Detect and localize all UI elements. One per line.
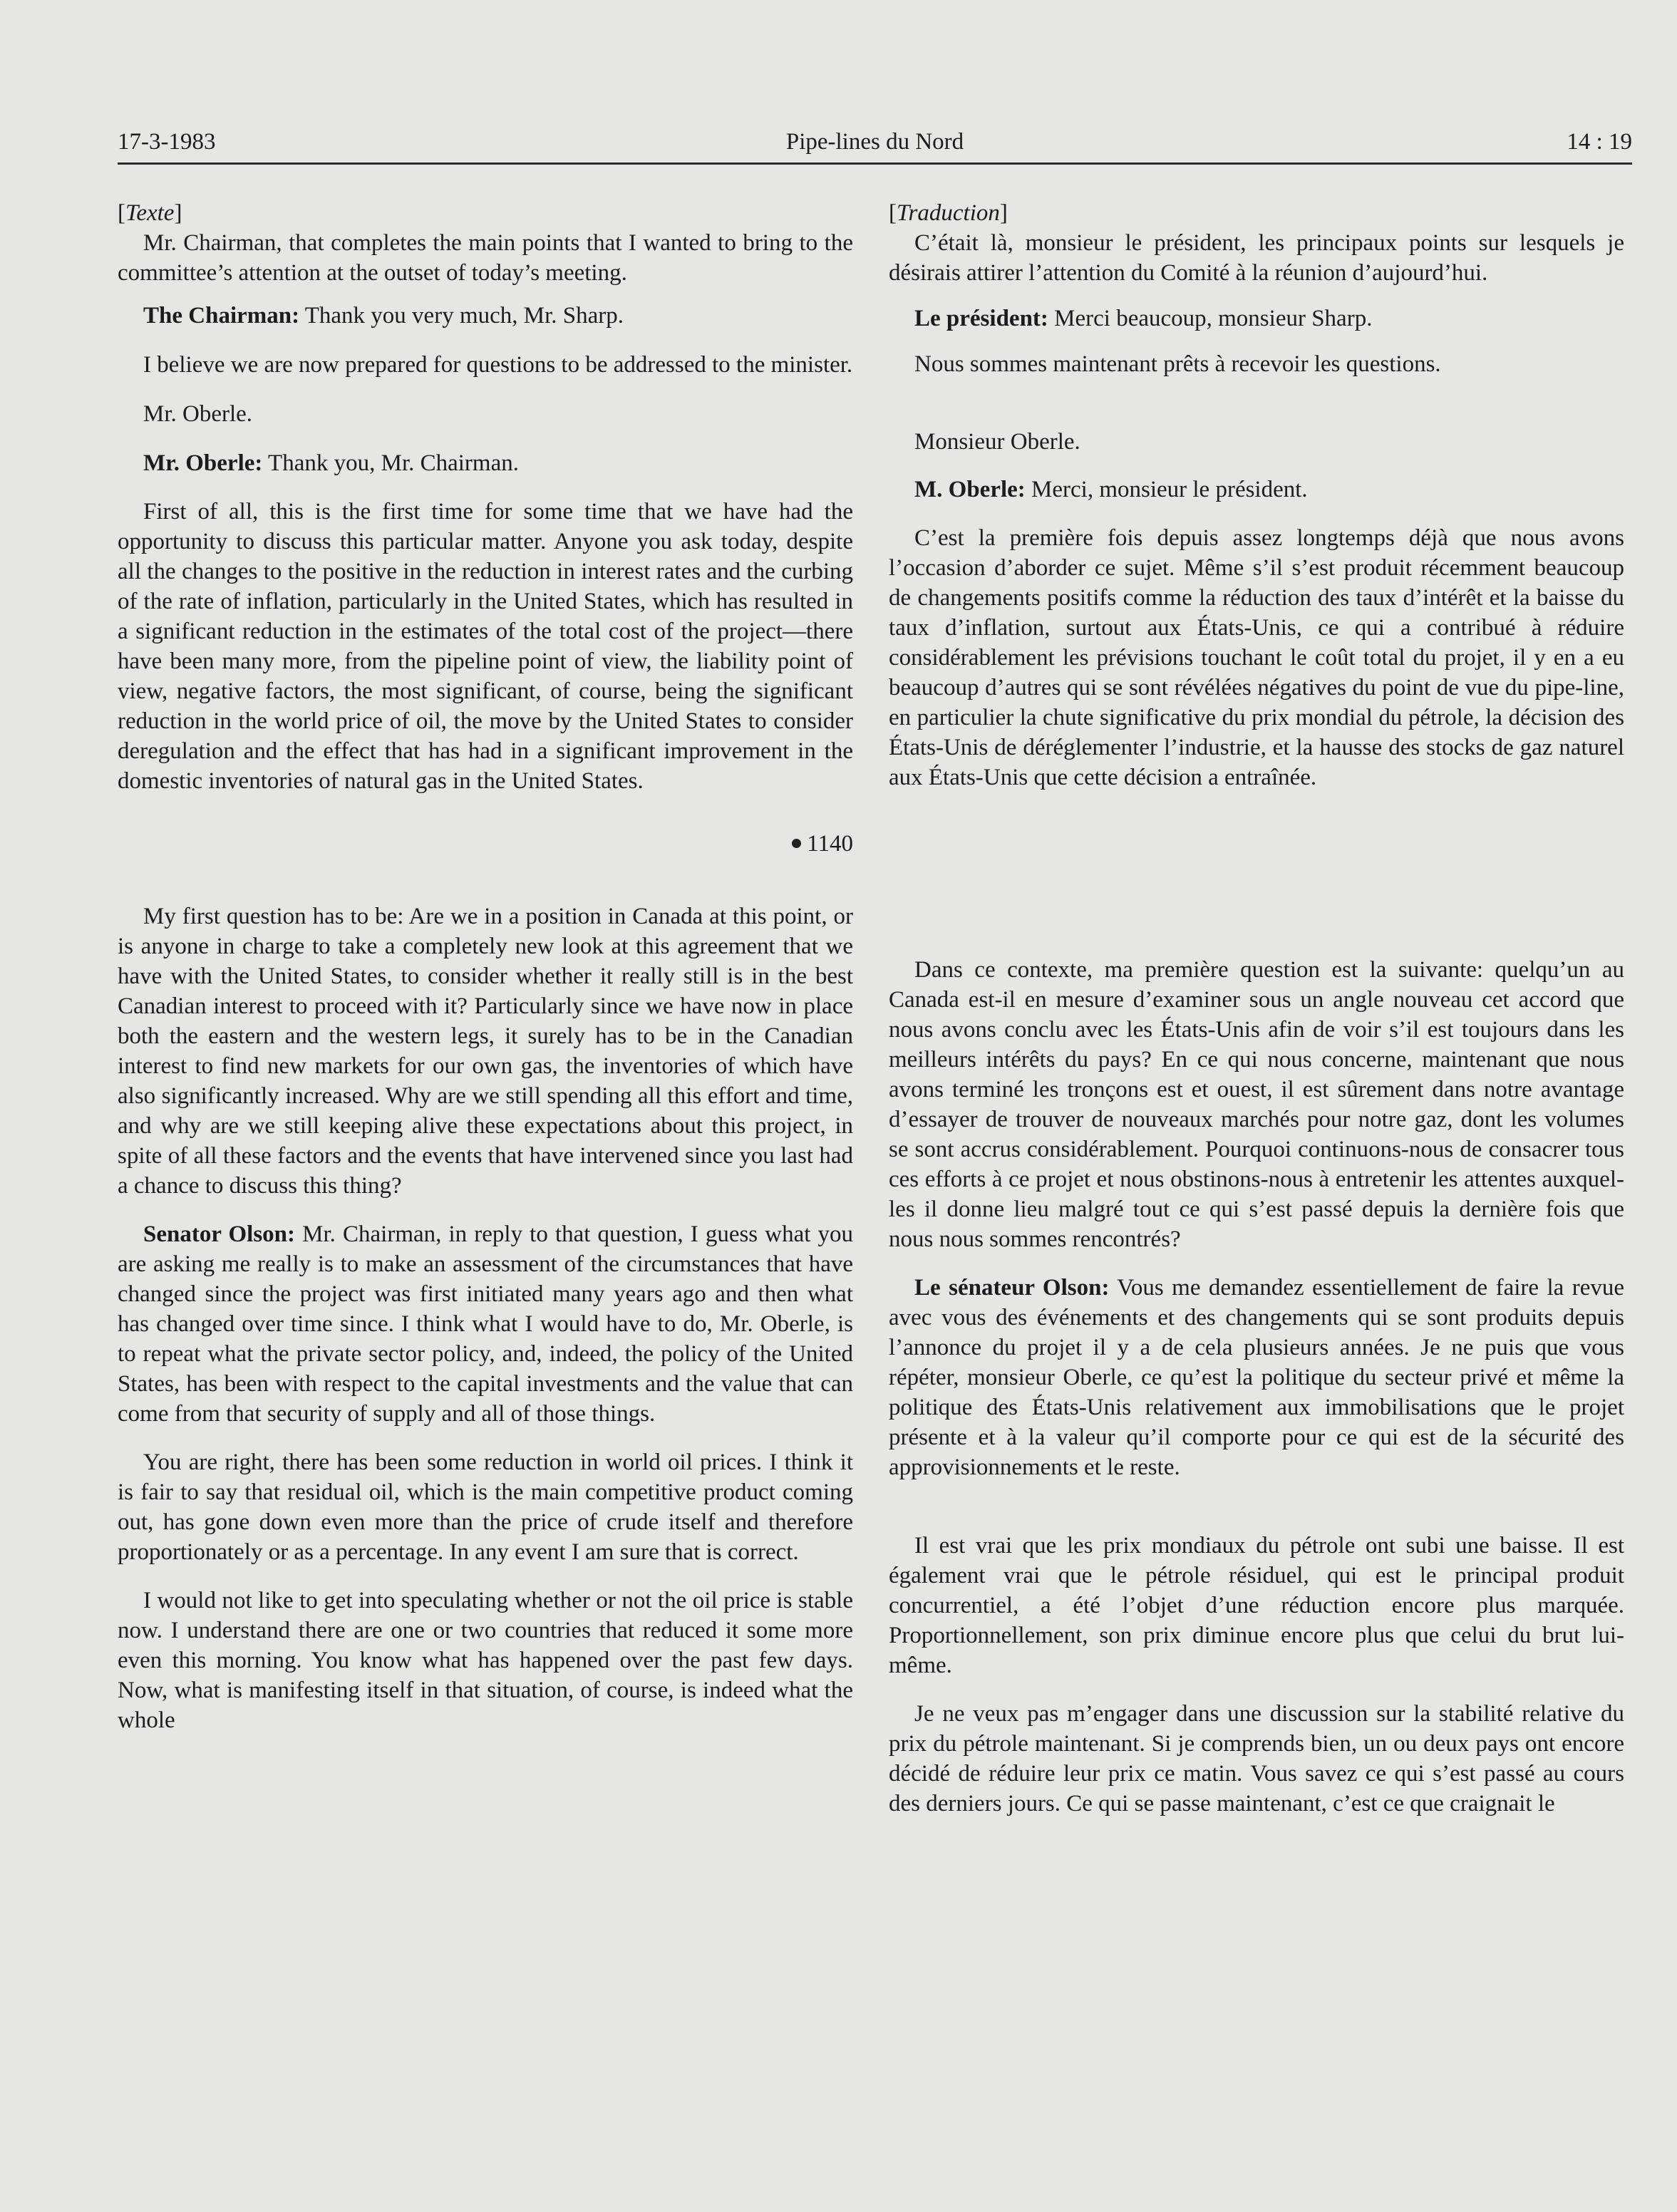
header-title: Pipe-lines du Nord bbox=[785, 129, 964, 155]
paragraph: Nous sommes maintenant prêts à recevoir les questions. bbox=[914, 351, 1441, 377]
header-date: 17-3-1983 bbox=[118, 129, 216, 155]
page-header bbox=[118, 127, 1632, 162]
paragraph: C’est la première fois depuis assez longtemps déjà que nous avons l’occasion d’aborder ce sujet. Même s’il s’est produit récemment beaucoup de changements positifs comme la réduction des taux d’intérêt et la baisse du taux d’inflation, surtout aux États-Unis, ce qui a contribué à réduire considérablement les prévisions touchant le coût total du projet, il y en a eu beaucoup d’autres qui se sont révélées négatives du point de vue du pipe-line, en particulier la chute significative du prix mondial du pétrole, la décision des États-Unis de déréglementer l’industrie, et la hausse des stocks de gaz naturel aux États-Unis que cette décision a entraînée. bbox=[889, 525, 1624, 790]
paragraph: Je ne veux pas m’engager dans une discussion sur la stabilité relative du prix du pétrole maintenant. Si je comprends bien, un ou deux pays ont encore décidé de réduire leur prix ce matin. Vous savez ce qui s’est passé au cours des derniers jours. Ce qui se passe maintenant, c’est ce que craignait le bbox=[889, 1701, 1624, 1816]
speaker-name: Senator Olson: bbox=[143, 1221, 296, 1247]
speaker-name: Le sénateur Olson: bbox=[914, 1275, 1110, 1301]
paragraph: The Chairman: Thank you very much, Mr. Sharp. bbox=[143, 303, 624, 329]
french-column bbox=[889, 198, 1624, 1819]
speaker-name: Mr. Oberle: bbox=[143, 450, 263, 476]
paragraph: First of all, this is the first time for some time that we have had the opportunity to discuss this particular matter. Anyone you ask today, despite all the changes to the positive in the reduction in interest rates and the curbing of the rate of inflation, particularly in the United States, which has resulted in a significant reduction in the estimates of the total cost of the project—there have been many more, from the pipeline point of view, the liability point of view, negative factors, the most significant, of course, being the significant reduction in the world price of oil, the move by the United States to consider deregulation and the effect that has had in a significant improvement in the domestic inventories of natural gas in the United States. bbox=[118, 499, 853, 794]
paragraph: I believe we are now prepared for questions to be addressed to the minister. bbox=[143, 352, 853, 378]
bullet-icon bbox=[792, 839, 801, 848]
paragraph: Mr. Chairman, that completes the main points that I wanted to bring to the committee’s attention at the outset of today’s meeting. bbox=[118, 230, 853, 286]
paragraph: M. Oberle: Merci, monsieur le président. bbox=[914, 477, 1308, 502]
speaker-name: M. Oberle: bbox=[914, 477, 1026, 502]
speaker-name: The Chairman: bbox=[143, 303, 300, 329]
section-tag: [Traduction] bbox=[889, 200, 1008, 226]
paragraph: Dans ce contexte, ma première question est la suivante: quelqu’un au Canada est-il en mesure d’examiner sous un angle nouveau cet accord que nous avons conclu avec les États-Unis afin de voir s’il est toujours dans les meilleurs intérêts du pays? En ce qui nous concerne, maintenant que nous avons terminé les tronçons est et ouest, il est sûrement dans notre avantage d’essayer de trouver de nouveaux marchés pour notre gaz, dont les volumes se sont accrus considérablement. Pourquoi continuons-nous de consacrer tous ces efforts à ce projet et nous obstinons-nous à entretenir les attentes auxquelles il donne lieu malgré tout ce qui s’est passé depuis la dernière fois que nous nous sommes rencontrés? bbox=[889, 957, 1624, 1252]
header-rule bbox=[118, 162, 1632, 165]
paragraph: My first question has to be: Are we in a position in Canada at this point, or is anyone in charge to take a completely new look at this agreement that we have with the United States, to consider whether it really still is in the best Canadian interest to proceed with it? Particularly since we have now in place both the eastern and the western legs, it surely has to be in the Canadian interest to find new markets for our own gas, the inventories of which have also significantly increased. Why are we still spending all this effort and time, and why are we still keeping alive these expectations about this project, in spite of all these factors and the events that have intervened since you last had a chance to discuss this thing? bbox=[118, 904, 853, 1199]
speaker-name: Le président: bbox=[914, 306, 1048, 331]
time-marker: 1140 bbox=[118, 829, 853, 859]
paragraph: Il est vrai que les prix mondiaux du pétrole ont subi une baisse. Il est également vrai que le pétrole résiduel, qui est le principal produit concurrentiel, a été l’objet d’une réduction encore plus marquée. Proportionnellement, son prix diminue encore plus que celui du brut lui-même. bbox=[889, 1533, 1624, 1678]
paragraph: Mr. Oberle: Thank you, Mr. Chairman. bbox=[143, 450, 519, 476]
paragraph: Monsieur Oberle. bbox=[914, 429, 1080, 455]
paragraph: You are right, there has been some reduction in world oil prices. I think it is fair to say that residual oil, which is the main competitive product coming out, has gone down even more than the price of crude itself and therefore proportionately or as a percentage. In any event I am sure that is correct. bbox=[118, 1449, 853, 1565]
paragraph: C’était là, monsieur le président, les principaux points sur lesquels je désirais attirer l’attention du Comité à la réunion d’aujourd’hui. bbox=[889, 230, 1624, 286]
paragraph: Le sénateur Olson: Vous me demandez essentiellement de faire la revue avec vous des événements et des changements qui se sont produits depuis l’annonce du projet il y a de cela plusieurs années. Je ne puis que vous répéter, monsieur Oberle, ce qu’est la politique du secteur privé et même la politique des États-Unis relativement aux immobilisations que le projet présente et à la valeur qu’il comporte pour ce qui est de la sécurité des approvisionnements et le reste. bbox=[889, 1275, 1625, 1480]
header-page-number: 14 : 19 bbox=[1567, 129, 1632, 155]
section-tag: [Texte] bbox=[118, 200, 182, 226]
paragraph: Mr. Oberle. bbox=[143, 401, 253, 427]
paragraph: I would not like to get into speculating whether or not the oil price is stable now. I understand there are one or two countries that reduced it some more even this morning. You know what has happened over the past few days. Now, what is manifesting itself in that situation, of course, is indeed what the whole bbox=[118, 1588, 853, 1733]
paragraph: Le président: Merci beaucoup, monsieur Sharp. bbox=[914, 306, 1373, 331]
english-column bbox=[118, 198, 853, 1735]
paragraph: Senator Olson: Mr. Chairman, in reply to that question, I guess what you are asking me really is to make an assessment of the circumstances that have changed since the project was first initiated many years ago and then what has changed over time since. I think what I would have to do, Mr. Oberle, is to repeat what the private sector policy, and, indeed, the policy of the United States, has been with respect to the capital investments and the value that can come from that security of supply and all of those things. bbox=[118, 1221, 854, 1427]
